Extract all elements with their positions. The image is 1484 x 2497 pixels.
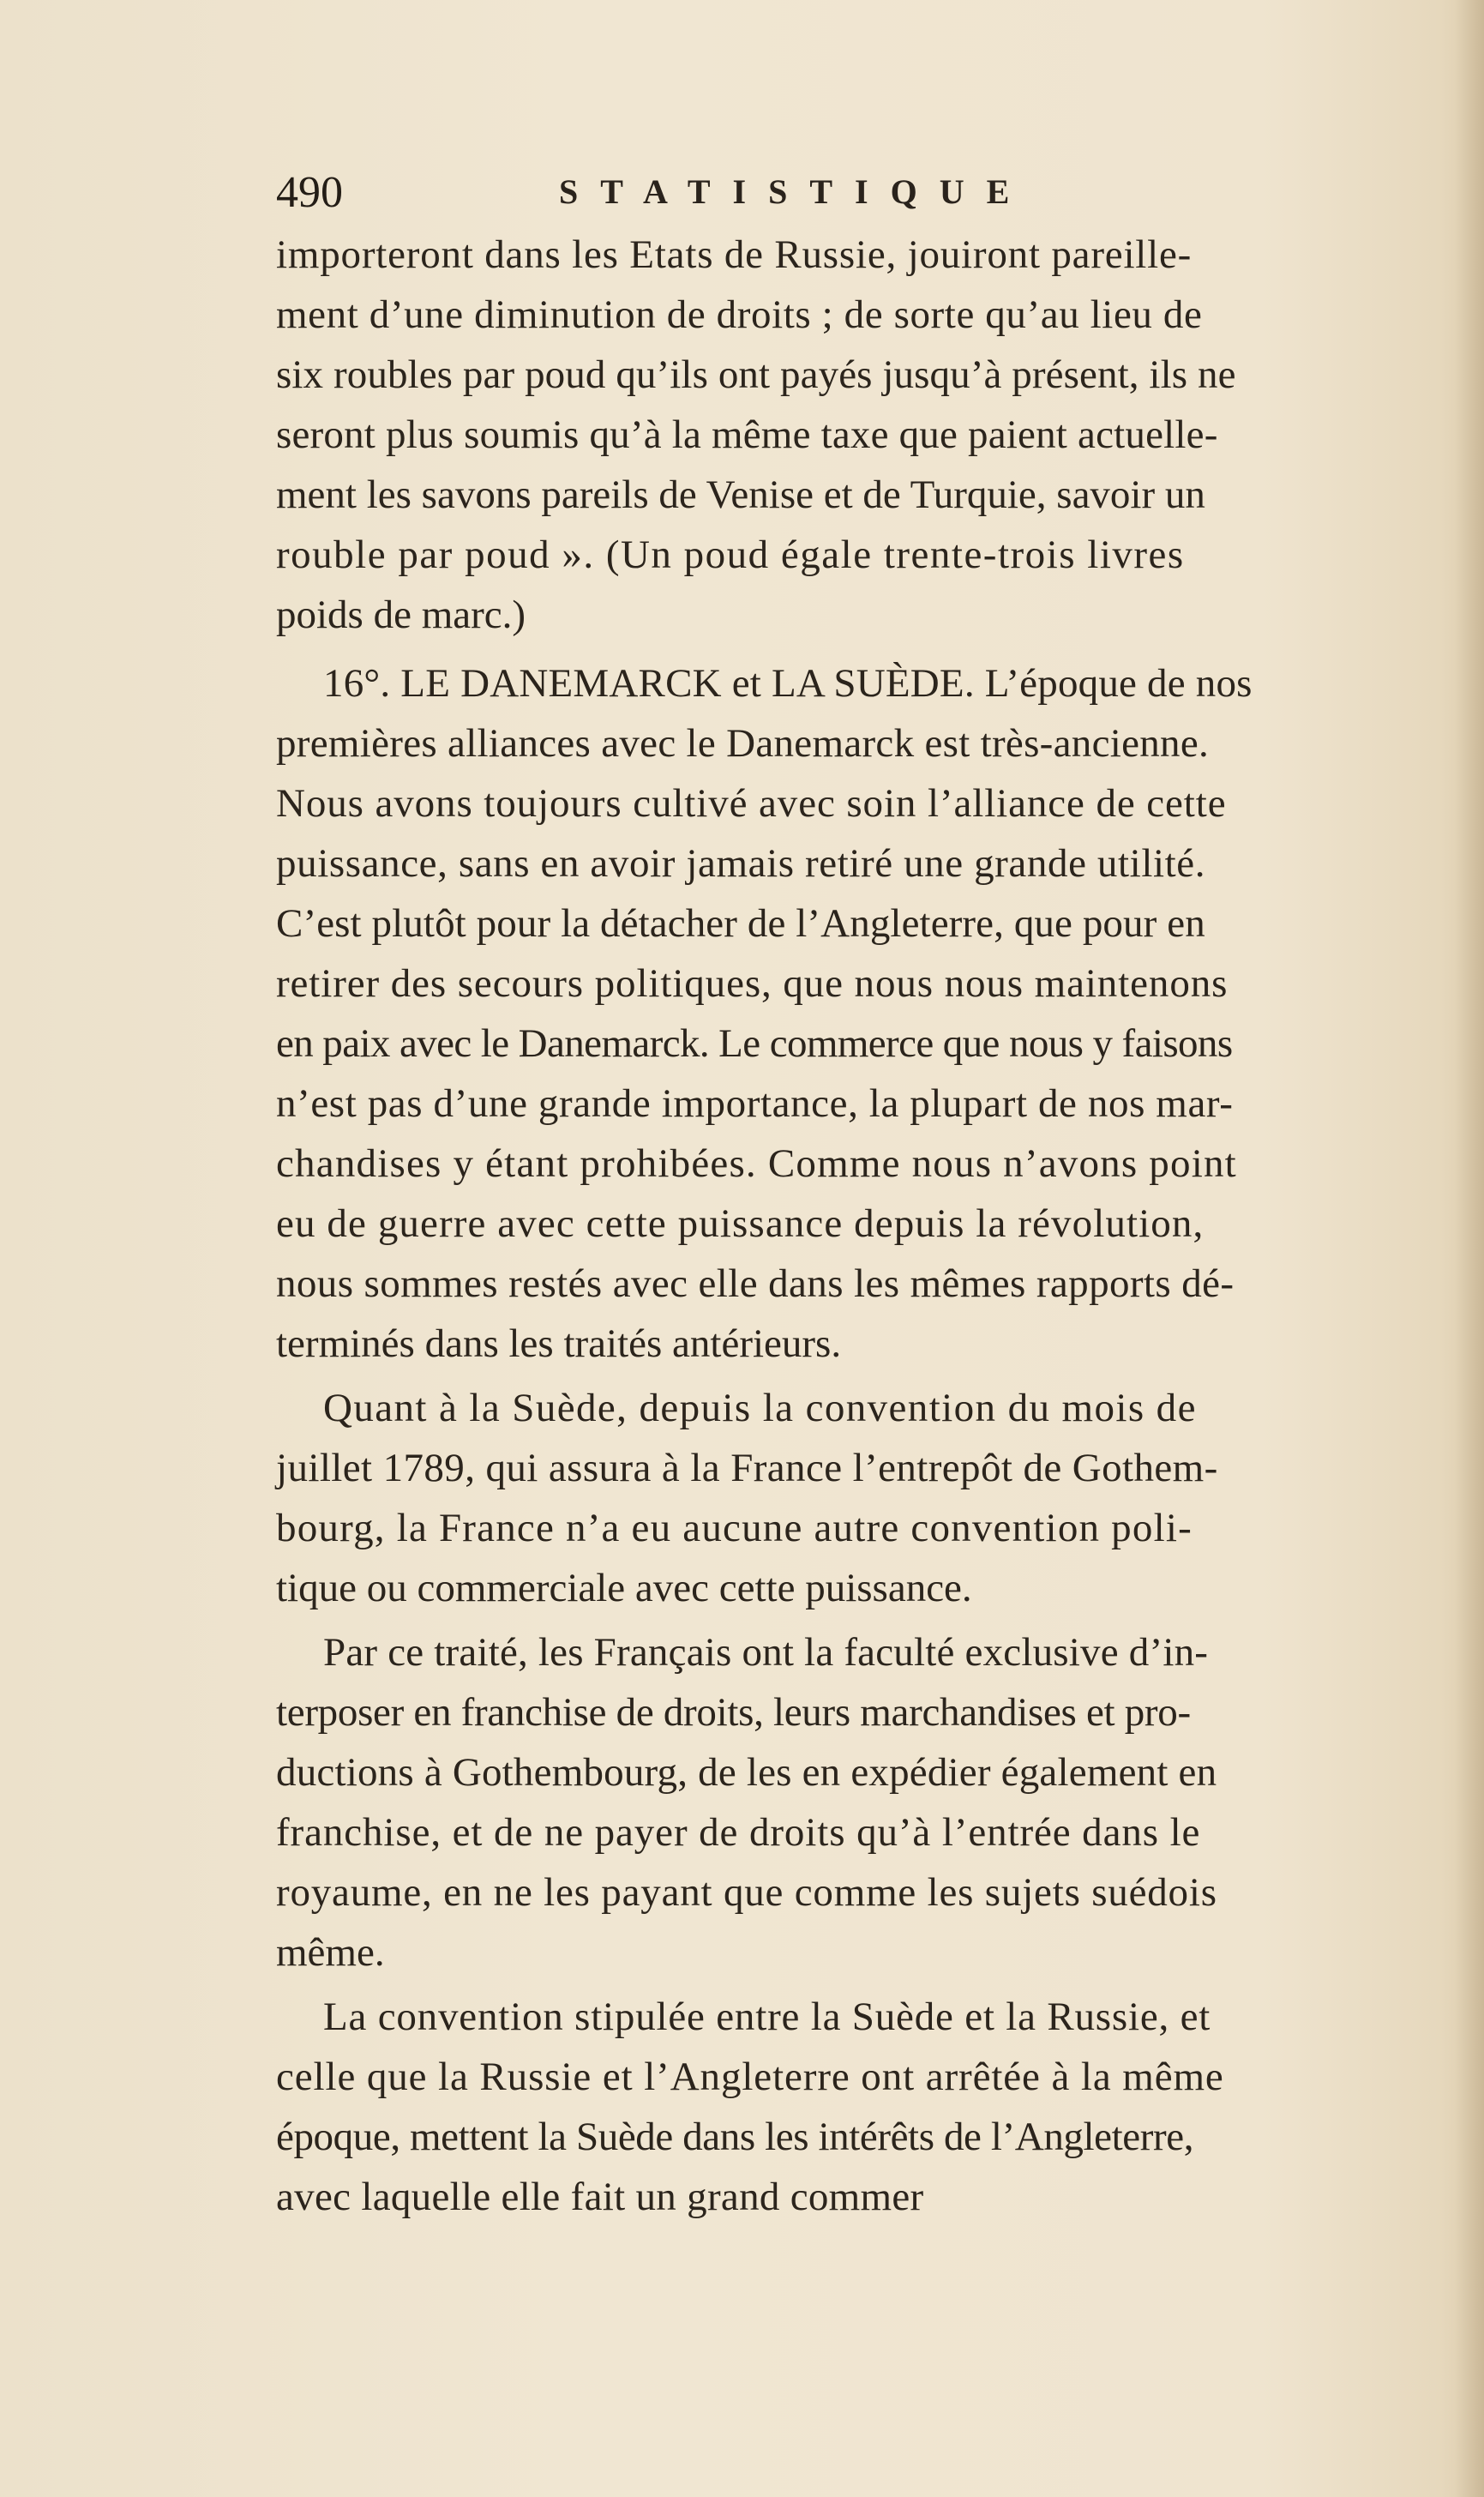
- text-line: époque, mettent la Suède dans les intérêts de l’Angleterre,: [276, 2115, 1194, 2159]
- text-line: en paix avec le Danemarck. Le commerce que nous y faisons: [276, 1021, 1233, 1066]
- text-line: puissance, sans en avoir jamais retiré une grande utilité.: [276, 841, 1206, 886]
- section-heading-line: 16°. LE DANEMARCK et LA SUÈDE. L’époque de nos: [323, 661, 1253, 706]
- text-line: poids de marc.): [276, 593, 526, 637]
- text-line: six roubles par poud qu’ils ont payés jusqu’à présent, ils ne: [276, 352, 1236, 397]
- text-line: terminés dans les traités antérieurs.: [276, 1321, 842, 1366]
- text-line: tique ou commerciale avec cette puissance.: [276, 1566, 972, 1610]
- text-line: ment d’une diminution de droits ; de sorte qu’au lieu de: [276, 292, 1203, 337]
- page-header: [276, 163, 1133, 223]
- paragraph-start-line: Par ce traité, les Français ont la faculté exclusive d’in-: [323, 1630, 1209, 1675]
- paragraph-start-line: Quant à la Suède, depuis la convention du mois de: [323, 1386, 1197, 1430]
- text-line: chandises y étant prohibées. Comme nous n’avons point: [276, 1141, 1237, 1186]
- text-line: eu de guerre avec cette puissance depuis la révolution,: [276, 1201, 1205, 1246]
- text-line: celle que la Russie et l’Angleterre ont arrêtée à la même: [276, 2055, 1224, 2099]
- text-line: premières alliances avec le Danemarck est très-ancienne.: [276, 721, 1210, 766]
- text-line: rouble par poud ». (Un poud égale trente-trois livres: [276, 532, 1185, 577]
- text-line: retirer des secours politiques, que nous nous maintenons: [276, 961, 1229, 1006]
- text-line: Nous avons toujours cultivé avec soin l’alliance de cette: [276, 781, 1227, 826]
- text-line: franchise, et de ne payer de droits qu’à l’entrée dans le: [276, 1810, 1201, 1855]
- text-line: n’est pas d’une grande importance, la plupart de nos mar-: [276, 1081, 1234, 1126]
- page-gutter-shadow: [1455, 0, 1484, 2497]
- text-line: ment les savons pareils de Venise et de Turquie, savoir un: [276, 472, 1205, 517]
- text-line: royaume, en ne les payant que comme les sujets suédois: [276, 1870, 1217, 1915]
- running-head: STATISTIQUE: [559, 172, 1032, 211]
- text-line: C’est plutôt pour la détacher de l’Angleterre, que pour en: [276, 901, 1205, 946]
- text-line: juillet 1789, qui assura à la France l’entrepôt de Gothem-: [276, 1446, 1218, 1490]
- text-line: bourg, la France n’a eu aucune autre convention poli-: [276, 1506, 1193, 1550]
- text-line: avec laquelle elle fait un grand commer: [276, 2175, 924, 2219]
- text-line: nous sommes restés avec elle dans les mêmes rapports dé-: [276, 1261, 1235, 1306]
- text-line: seront plus soumis qu’à la même taxe que paient actuelle-: [276, 412, 1218, 457]
- text-line: terposer en franchise de droits, leurs marchandises et pro-: [276, 1690, 1191, 1735]
- text-line: ductions à Gothembourg, de les en expédier également en: [276, 1750, 1217, 1795]
- page-number: 490: [276, 168, 343, 217]
- text-line: même.: [276, 1930, 385, 1975]
- paragraph-start-line: La convention stipulée entre la Suède et la Russie, et: [323, 1995, 1211, 2039]
- text-line: importeront dans les Etats de Russie, jouiront pareille-: [276, 232, 1193, 277]
